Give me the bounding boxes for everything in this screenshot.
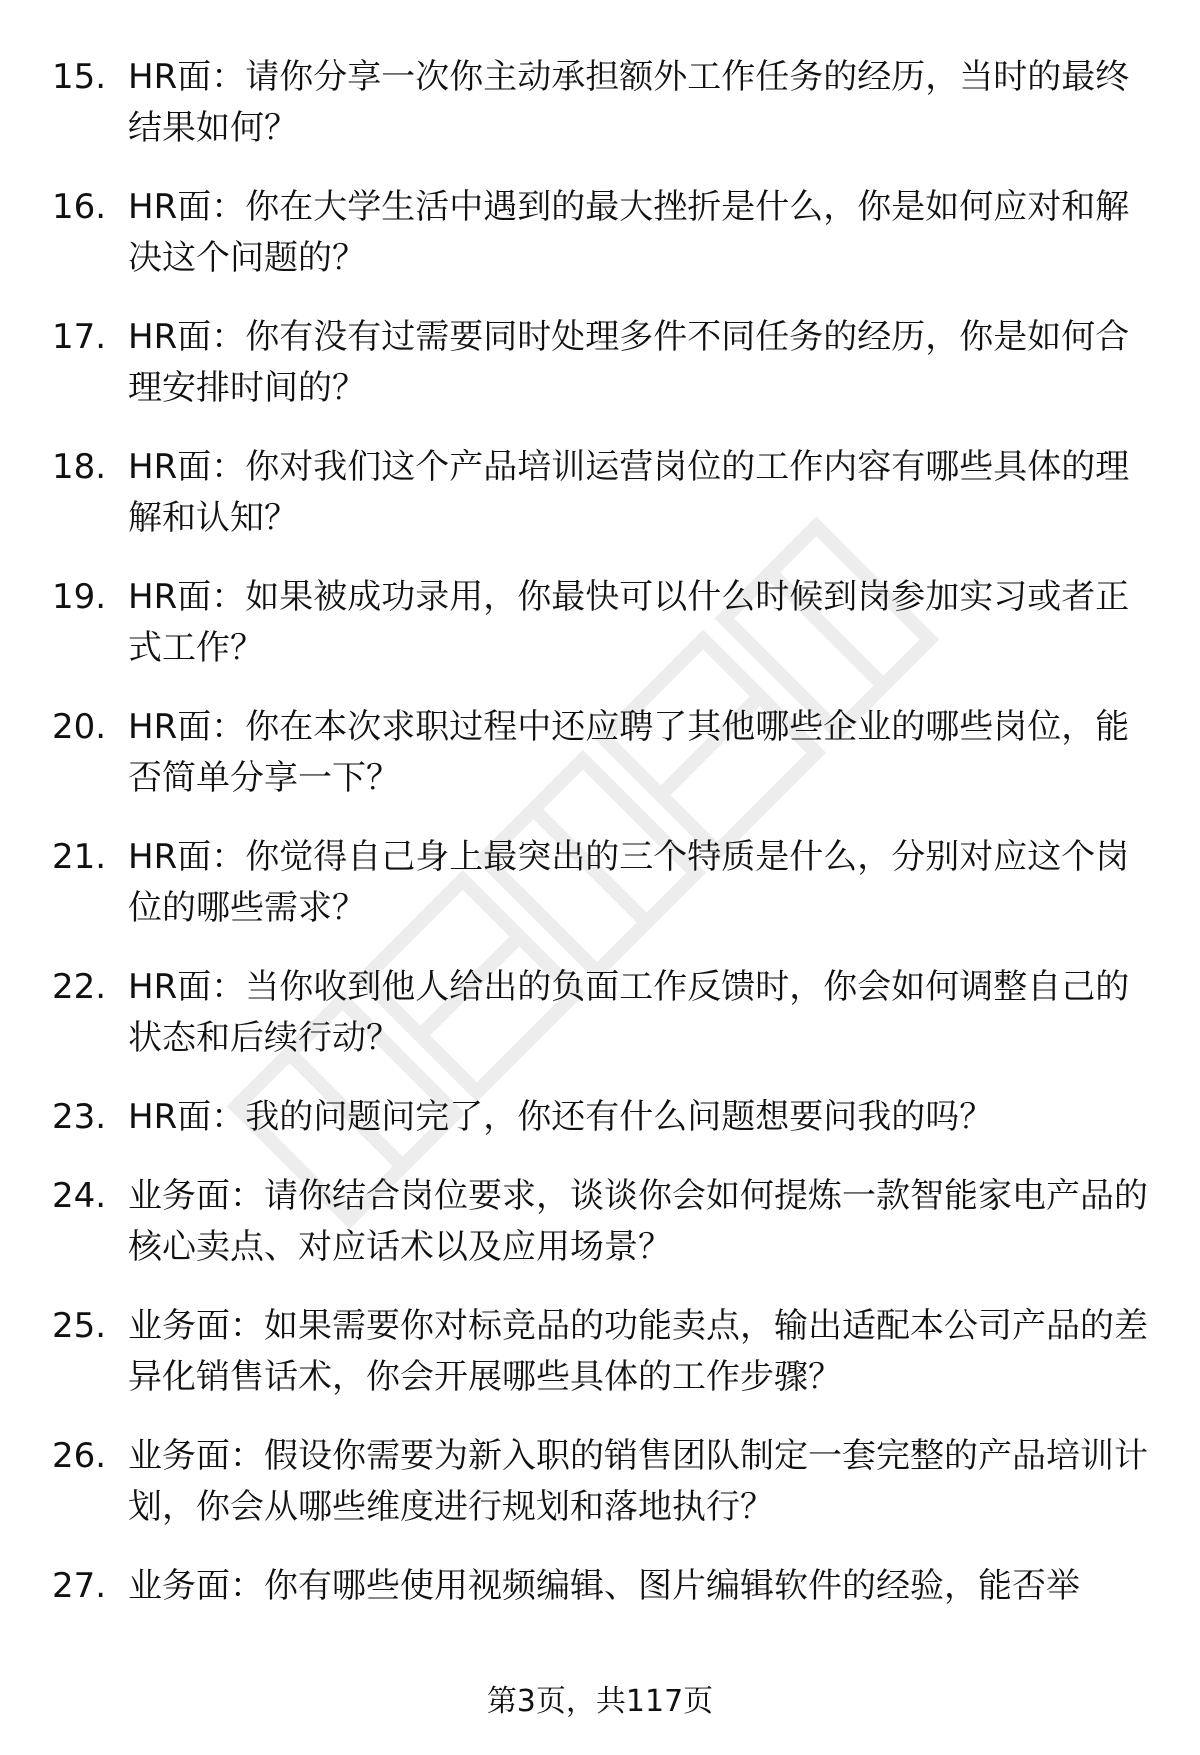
question-text: 业务面：请你结合岗位要求，谈谈你会如何提炼一款智能家电产品的核心卖点、对应话术以及应用场景？ (128, 1176, 1148, 1267)
question-text: HR面：你在本次求职过程中还应聘了其他哪些企业的哪些岗位，能否简单分享一下？ (128, 707, 1130, 798)
question-text: HR面：你有没有过需要同时处理多件不同任务的经历，你是如何合理安排时间的？ (128, 317, 1130, 408)
question-item (0, 52, 1200, 154)
question-item (0, 1301, 1200, 1403)
question-number: 26. (52, 1436, 107, 1476)
question-number: 20. (52, 707, 107, 747)
question-number: 24. (52, 1176, 107, 1216)
question-text: HR面：请你分享一次你主动承担额外工作任务的经历，当时的最终结果如何？ (128, 57, 1130, 148)
question-item (0, 572, 1200, 674)
question-number: 21. (52, 837, 107, 877)
question-number: 25. (52, 1306, 107, 1346)
page-footer: 第3页，共117页 (486, 1684, 714, 1719)
question-item (0, 832, 1200, 934)
question-text: 业务面：你有哪些使用视频编辑、图片编辑软件的经验，能否举 (128, 1566, 1080, 1606)
question-item (0, 1431, 1200, 1533)
question-number: 15. (52, 57, 107, 97)
question-item (0, 702, 1200, 804)
question-item (0, 312, 1200, 414)
question-number: 23. (52, 1097, 107, 1137)
question-text: HR面：当你收到他人给出的负面工作反馈时，你会如何调整自己的状态和后续行动？ (128, 967, 1130, 1058)
question-number: 22. (52, 967, 107, 1007)
question-text: HR面：你在大学生活中遇到的最大挫折是什么，你是如何应对和解决这个问题的？ (128, 187, 1130, 278)
question-number: 19. (52, 577, 107, 617)
question-text: HR面：我的问题问完了，你还有什么问题想要问我的吗？ (128, 1097, 994, 1137)
question-number: 17. (52, 317, 107, 357)
question-item (0, 1561, 1200, 1612)
question-item (0, 1092, 1200, 1143)
question-number: 16. (52, 187, 107, 227)
question-list (0, 52, 1200, 1640)
question-text: HR面：你对我们这个产品培训运营岗位的工作内容有哪些具体的理解和认知？ (128, 447, 1130, 538)
question-item (0, 442, 1200, 544)
question-text: HR面：你觉得自己身上最突出的三个特质是什么，分别对应这个岗位的哪些需求？ (128, 837, 1130, 928)
question-item (0, 962, 1200, 1064)
question-number: 27. (52, 1566, 107, 1606)
question-item (0, 182, 1200, 284)
question-text: 业务面：如果需要你对标竞品的功能卖点，输出适配本公司产品的差异化销售话术，你会开展哪些具体的工作步骤？ (128, 1306, 1148, 1397)
question-text: HR面：如果被成功录用，你最快可以什么时候到岗参加实习或者正式工作？ (128, 577, 1130, 668)
question-text: 业务面：假设你需要为新入职的销售团队制定一套完整的产品培训计划，你会从哪些维度进行规划和落地执行？ (128, 1436, 1148, 1527)
question-number: 18. (52, 447, 107, 487)
question-item (0, 1171, 1200, 1273)
